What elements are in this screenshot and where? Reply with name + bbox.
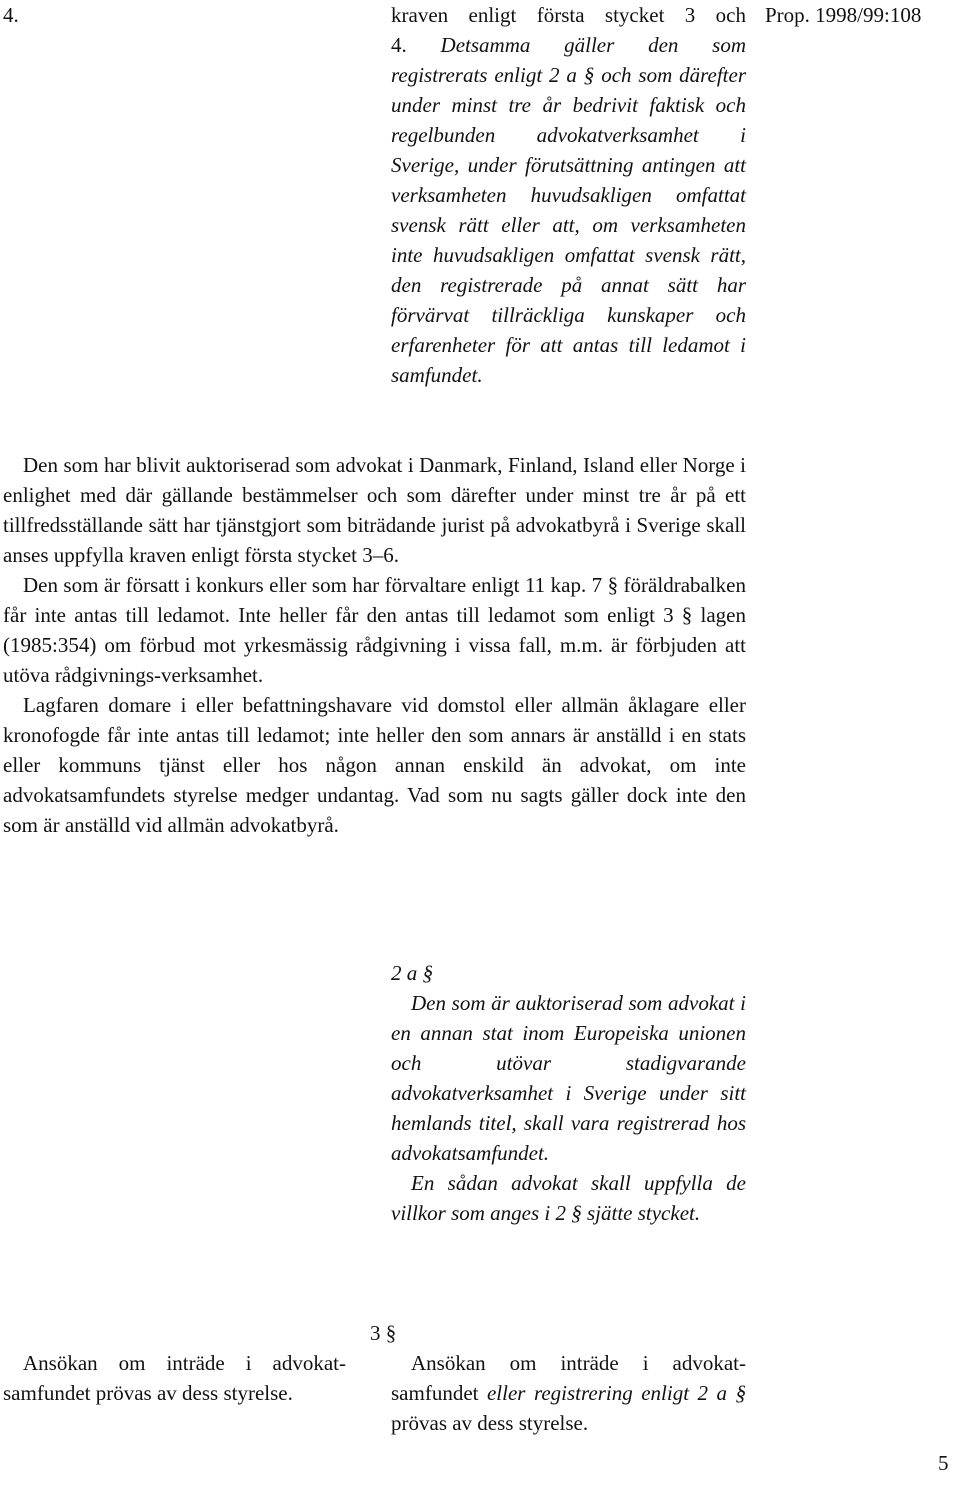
full-width-text — [3, 450, 746, 840]
section-2a-paragraph-2: En sådan advokat skall uppfylla de villkor som anges i 2 § sjätte stycket. — [391, 1171, 746, 1225]
page-number: 5 — [938, 1451, 949, 1475]
amended-line-2 — [391, 30, 746, 60]
section-2a-heading: 2 a § — [391, 961, 433, 985]
paragraph-judges: Lagfaren domare i eller befattningshavare vid domstol eller allmän åklagare eller kronofogde får inte antas till ledamot; inte heller den som annars är anställd i en stats eller kommuns tjänst eller hos någon annan enskild än advokat, om inte advokatsamfundets styrelse medger undantag. Vad som nu sagts gäller dock inte den som är anställd vid allmän advokatbyrå. — [3, 693, 746, 837]
section-3-current-text — [3, 1348, 346, 1408]
section-3-heading: 3 § — [370, 1321, 397, 1345]
section-3-proposed-italic: eller registrering enligt 2 a § — [486, 1381, 747, 1405]
proposition-reference: Prop. 1998/99:108 — [765, 3, 922, 27]
amended-italic-paragraph: registrerats enligt 2 a § och som därefter under minst tre år bedrivit faktisk och regelbunden advokatverksamhet i Sverige, under förutsättning antingen att verksamheten huvudsakligen omfattat svensk rätt eller att, om verksamheten inte huvudsakligen omfattat svensk rätt, den registrerade på annat sätt har förvärvat tillräckliga kunskaper och erfarenheter för att antas till ledamot i samfundet. — [391, 63, 746, 387]
section-3-proposed-paragraph — [391, 1348, 746, 1438]
section-3-proposed-part-1: Ansökan om inträde i advokat-samfundet — [391, 1351, 746, 1405]
paragraph-bankruptcy: Den som är försatt i konkurs eller som har förvaltare enligt 11 kap. 7 § föräldrabalken får inte antas till ledamot. Inte heller får den antas till ledamot som enligt 3 § lagen (1985:354) om förbud mot yrkesmässig rådgivning i vissa fall, m.m. är förbjuden att utöva rådgivnings-verksamhet. — [3, 573, 746, 687]
section-3-current-paragraph: Ansökan om inträde i advokat-samfundet prövas av dess styrelse. — [3, 1351, 346, 1405]
section-2a-paragraph-1: Den som är auktoriserad som advokat i en annan stat inom Europeiska unionen och utövar stadigvarande advokatverksamhet i Sverige under sitt hemlands titel, skall vara registrerad hos advokatsamfundet. — [391, 991, 746, 1165]
amended-line-1: kraven enligt första stycket 3 och — [391, 3, 746, 27]
amended-line-2-text: Detsamma gäller den som — [440, 33, 746, 57]
section-2a — [391, 958, 746, 1228]
section-3-proposed-text — [391, 1348, 746, 1438]
amended-text-column — [391, 0, 746, 390]
amended-line-2-number: 4. — [391, 33, 407, 57]
left-number: 4. — [3, 3, 19, 27]
paragraph-nordic-advocates: Den som har blivit auktoriserad som advokat i Danmark, Finland, Island eller Norge i enlighet med där gällande bestämmelser och som därefter under minst tre år på ett tillfredsställande sätt har tjänstgjort som biträdande jurist på advokatbyrå i Sverige skall anses uppfylla kraven enligt första stycket 3–6. — [3, 453, 746, 567]
section-3-proposed-part-2: prövas av dess styrelse. — [391, 1411, 589, 1435]
